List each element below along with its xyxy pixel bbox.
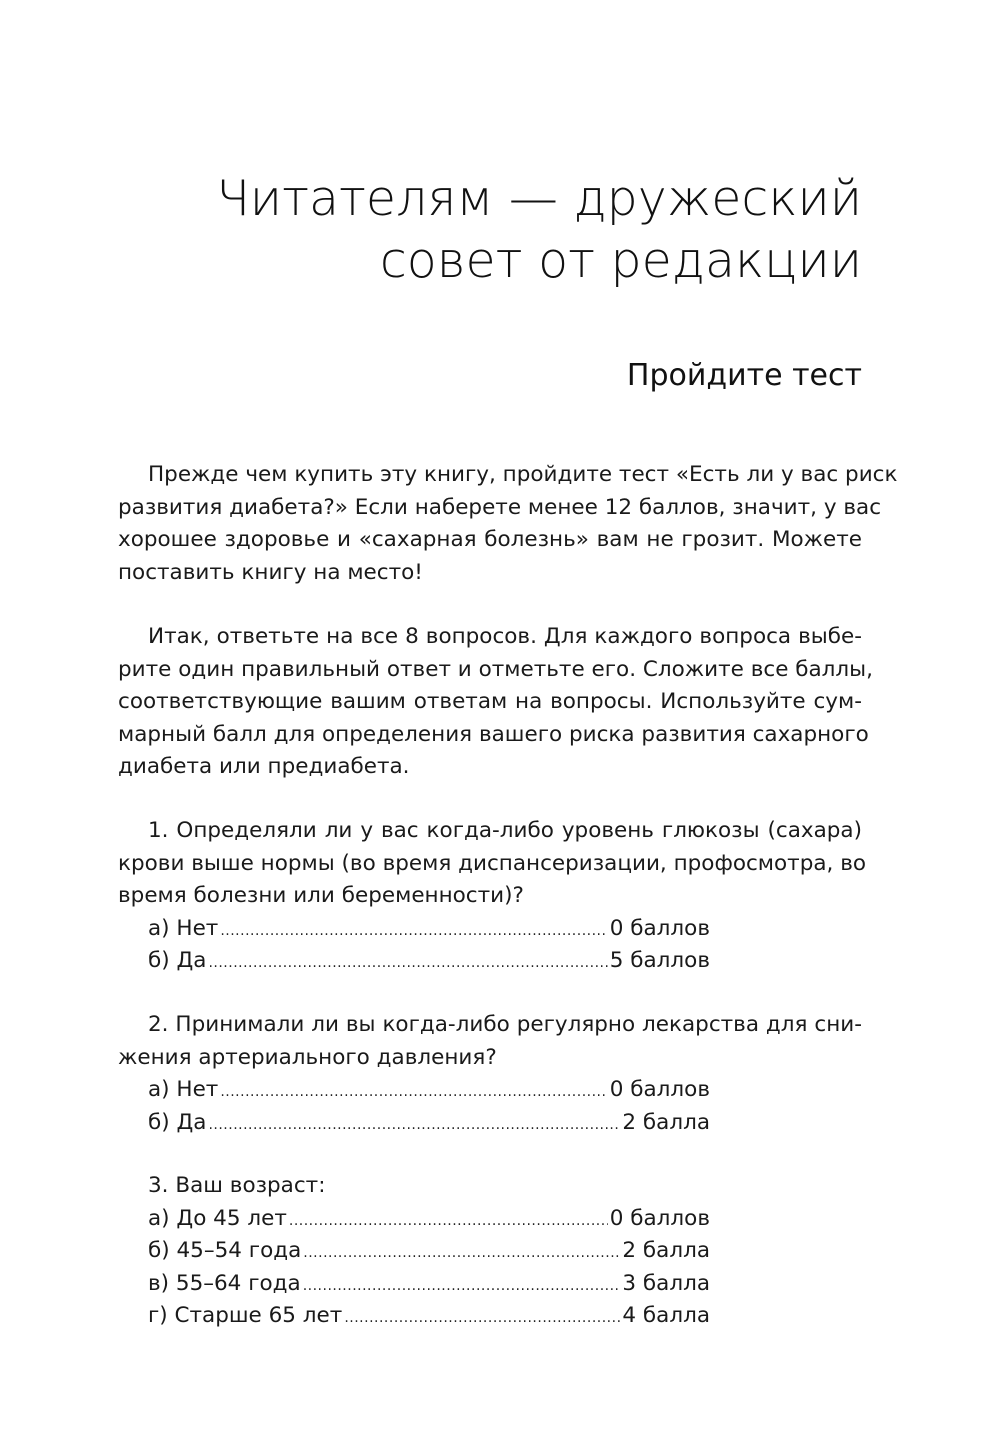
text-line: рите один правильный ответ и отметьте его. Сложите все баллы,	[118, 656, 873, 682]
answer-label: б) 45–54 года	[148, 1238, 302, 1264]
answer-label: а) До 45 лет	[148, 1205, 287, 1231]
text-line: хорошее здоровье и «сахарная болезнь» вам не грозит. Можете	[118, 527, 862, 553]
text-line: диабета или предиабета.	[118, 754, 410, 780]
text-line: соответствующие вашим ответам на вопросы. Используйте сум-	[118, 689, 862, 715]
answer-option	[118, 1300, 710, 1333]
question-text-line: 2. Принимали ли вы когда-либо регулярно лекарства для сни-	[148, 1012, 862, 1037]
dot-leader	[289, 1211, 608, 1231]
answer-label: б) Да	[148, 1109, 207, 1135]
answer-option	[118, 1203, 710, 1236]
answer-score: 0 баллов	[609, 915, 710, 941]
answer-label: в) 55–64 года	[148, 1270, 301, 1296]
answer-score: 2 балла	[622, 1238, 710, 1264]
dot-leader	[208, 953, 607, 973]
intro-paragraph-1	[118, 459, 898, 589]
page-title	[118, 168, 862, 292]
answer-score: 5 баллов	[609, 948, 710, 974]
text-line: поставить книгу на место!	[118, 559, 423, 585]
text-line: развития диабета?» Если наберете менее 12 баллов, значит, у вас	[118, 494, 882, 520]
answer-label: г) Старше 65 лет	[148, 1303, 343, 1329]
question-1	[118, 815, 867, 978]
question-text-line: 1. Определяли ли у вас когда-либо уровень глюкозы (сахара)	[148, 818, 862, 843]
dot-leader	[220, 1082, 607, 1102]
dot-leader	[208, 1115, 620, 1135]
answer-score: 0 баллов	[609, 1077, 710, 1103]
title-line-2: совет от редакции	[379, 232, 862, 289]
answer-score: 2 балла	[622, 1109, 710, 1135]
question-text-line: жения артериального давления?	[118, 1044, 497, 1070]
dot-leader	[220, 921, 607, 941]
text-line: Прежде чем купить эту книгу, пройдите тест «Есть ли у вас риск	[148, 462, 898, 487]
answer-score: 0 баллов	[609, 1205, 710, 1231]
answer-option	[118, 945, 710, 978]
answer-option	[118, 1107, 710, 1140]
dot-leader	[303, 1243, 620, 1263]
text-line: Итак, ответьте на все 8 вопросов. Для каждого вопроса выбе-	[148, 624, 862, 649]
title-line-1: Читателям — дружеский	[216, 170, 862, 227]
question-text-line: 3. Ваш возраст:	[148, 1173, 326, 1198]
answer-score: 3 балла	[622, 1270, 710, 1296]
intro-paragraph-2	[118, 621, 873, 784]
answer-score: 4 балла	[622, 1303, 710, 1329]
dot-leader	[344, 1308, 620, 1328]
dot-leader	[303, 1276, 621, 1296]
question-text-line: крови выше нормы (во время диспансеризации, профосмотра, во	[118, 850, 867, 876]
answer-option	[118, 1268, 710, 1301]
question-3	[118, 1170, 862, 1333]
answer-option	[118, 913, 710, 946]
answer-option	[118, 1074, 710, 1107]
subtitle: Пройдите тест	[626, 358, 862, 393]
question-text-line: время болезни или беременности)?	[118, 883, 524, 909]
answer-label: а) Нет	[148, 915, 219, 941]
question-2	[118, 1009, 862, 1139]
answer-label: а) Нет	[148, 1077, 219, 1103]
text-line: марный балл для определения вашего риска развития сахарного	[118, 721, 869, 747]
answer-label: б) Да	[148, 948, 207, 974]
answer-option	[118, 1235, 710, 1268]
